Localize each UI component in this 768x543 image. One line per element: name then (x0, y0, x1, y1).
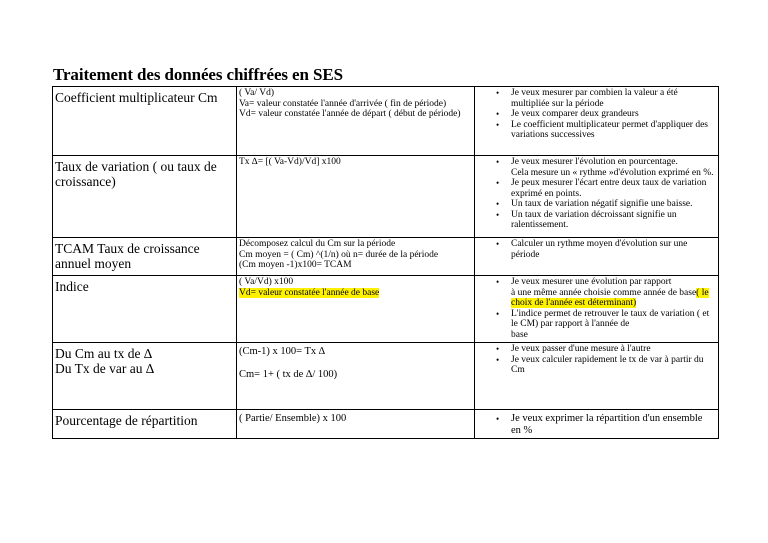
table-row (53, 343, 719, 410)
notes-cell (475, 276, 719, 343)
notes-cell (475, 343, 719, 410)
list-item: • Je veux mesurer l'évolution en pourcentage. Cela mesure un « rythme »d'évolution exprimé en %. (511, 157, 716, 178)
list-item: • Je peux mesurer l'écart entre deux taux de variation exprimé en points. (511, 178, 716, 199)
row-label: Taux de variation ( ou taux de croissance) (53, 156, 237, 238)
row-label: Indice (53, 276, 237, 343)
formula-cell (237, 87, 475, 156)
table-row (53, 156, 719, 238)
formula-cell (237, 238, 475, 276)
notes-cell (475, 238, 719, 276)
formula-line: (Cm moyen -1)x100= TCAM (239, 260, 352, 270)
formula-cell (237, 343, 475, 410)
list-item: • Je veux mesurer par combien la valeur a été multipliée sur la période (511, 88, 716, 109)
notes-cell (475, 410, 719, 439)
formula-line: (Cm-1) x 100= Tx ∆ (239, 346, 326, 357)
formula-line: Vd= valeur constatée l'année de départ ( début de période) (239, 109, 461, 119)
table-row (53, 410, 719, 439)
notes-cell (475, 87, 719, 156)
list-item: • Le coefficient multiplicateur permet d'appliquer des variations successives (511, 120, 716, 141)
list-item: • Je veux passer d'une mesure à l'autre (511, 344, 716, 355)
formula-line: Tx ∆= [( Va-Vd)/Vd] x100 (239, 157, 341, 167)
highlighted-text: ( le (696, 287, 709, 298)
list-item: • Un taux de variation négatif signifie une baisse. (511, 199, 716, 210)
table-row (53, 276, 719, 343)
highlighted-text: Vd= valeur constatée l'année de base (239, 287, 380, 298)
formula-line: Décomposez calcul du Cm sur la période (239, 239, 396, 249)
list-item: • Un taux de variation décroissant signifie un ralentissement. (511, 210, 716, 231)
row-label: Coefficient multiplicateur Cm (53, 87, 237, 156)
list-item: • Je veux exprimer la répartition d'un ensemble en % (511, 413, 716, 437)
highlighted-text: choix de l'année est déterminant) (511, 298, 637, 308)
row-label: TCAM Taux de croissance annuel moyen (53, 238, 237, 276)
ses-table (52, 86, 719, 439)
list-item: • Je veux calculer rapidement le tx de var à partir du Cm (511, 355, 716, 376)
formula-cell (237, 156, 475, 238)
formula-cell (237, 410, 475, 439)
notes-cell (475, 156, 719, 238)
list-item: • Calculer un rythme moyen d'évolution sur une période (511, 239, 716, 260)
formula-cell (237, 276, 475, 343)
formula-line: ( Partie/ Ensemble) x 100 (239, 413, 347, 424)
formula-line: Cm moyen = ( Cm) ^(1/n) où n= durée de la période (239, 249, 439, 260)
list-item: • L'indice permet de retrouver le taux de variation ( et le CM) par rapport à l'année de base (511, 309, 716, 341)
table-row (53, 87, 719, 156)
row-label: Du Cm au tx de ∆ Du Tx de var au ∆ (53, 343, 237, 410)
list-item: • Je veux comparer deux grandeurs (511, 109, 716, 120)
formula-line: Cm= 1+ ( tx de ∆/ 100) (239, 369, 338, 380)
formula-line: ( Va/Vd) x100 (239, 277, 294, 287)
table-row (53, 238, 719, 276)
list-item: • Je veux mesurer une évolution par rapport à une même année choisie comme année de base( le choix de l'année est déterminant) (511, 277, 716, 309)
page-title: Traitement des données chiffrées en SES (53, 65, 343, 84)
row-label: Pourcentage de répartition (53, 410, 237, 439)
formula-line: ( Va/ Vd) (239, 88, 275, 98)
formula-line: Va= valeur constatée l'année d'arrivée ( fin de période) (239, 98, 447, 109)
